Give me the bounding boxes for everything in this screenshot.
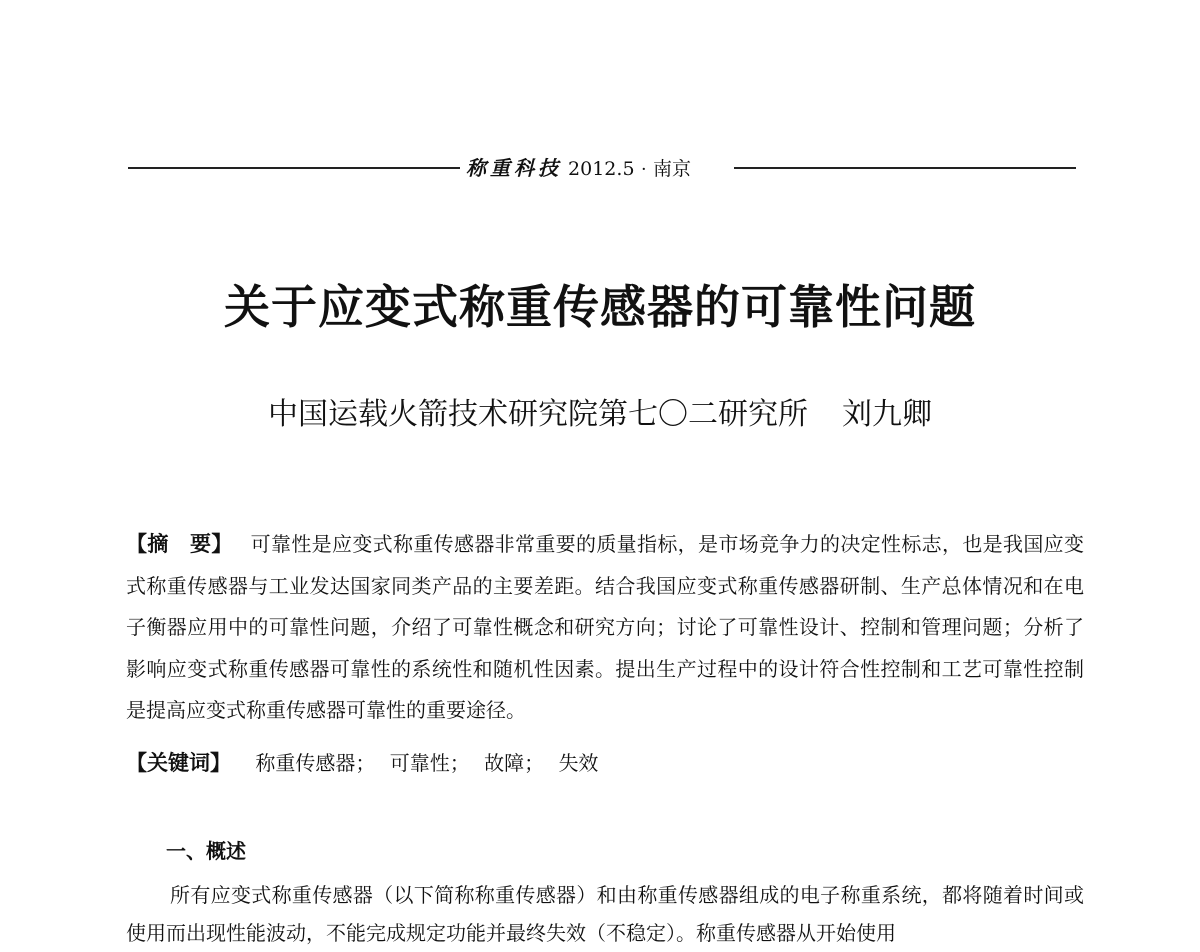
section-heading: 一、概述 bbox=[166, 839, 246, 863]
author-affiliation-line bbox=[120, 394, 1080, 436]
author-name: 刘九卿 bbox=[842, 397, 932, 432]
affiliation: 中国运载火箭技术研究院第七〇二研究所 bbox=[268, 397, 808, 432]
journal-issue: 2012.5 bbox=[568, 158, 635, 180]
paper-title: 关于应变式称重传感器的可靠性问题 bbox=[224, 280, 976, 334]
header-separator: · bbox=[640, 159, 647, 180]
keyword: 故障 bbox=[484, 751, 525, 775]
keyword-separator: ； bbox=[449, 751, 470, 775]
journal-header-text bbox=[466, 154, 730, 182]
journal-header bbox=[128, 150, 1076, 184]
keywords-label: 【关键词】 bbox=[126, 751, 231, 775]
abstract bbox=[126, 524, 1084, 732]
header-rule-left bbox=[128, 167, 460, 169]
section-paragraph: 所有应变式称重传感器（以下简称称重传感器）和由称重传感器组成的电子称重系统，都将随着时间或使用而出现性能波动，不能完成规定功能并最终失效（不稳定）。称重传感器从开始使用 bbox=[126, 883, 1084, 945]
header-rule-right bbox=[734, 167, 1076, 169]
keyword: 失效 bbox=[558, 751, 599, 775]
abstract-text: 可靠性是应变式称重传感器非常重要的质量指标，是市场竞争力的决定性标志，也是我国应变式称重传感器与工业发达国家同类产品的主要差距。结合我国应变式称重传感器研制、生产总体情况和在电子衡器应用中的可靠性问题，介绍了可靠性概念和研究方向；讨论了可靠性设计、控制和管理问题；分析了影响应变式称重传感器可靠性的系统性和随机性因素。提出生产过程中的设计符合性控制和工艺可靠性控制是提高应变式称重传感器可靠性的重要途径。 bbox=[126, 532, 1085, 722]
keyword: 可靠性 bbox=[389, 751, 450, 775]
abstract-label: 【摘 要】 bbox=[126, 532, 233, 556]
journal-name: 称重科技 bbox=[466, 156, 562, 180]
keywords bbox=[126, 744, 1084, 782]
journal-location: 南京 bbox=[652, 158, 691, 180]
keyword-separator: ； bbox=[524, 751, 545, 775]
keyword: 称重传感器 bbox=[255, 751, 356, 775]
keyword-separator: ； bbox=[355, 751, 376, 775]
